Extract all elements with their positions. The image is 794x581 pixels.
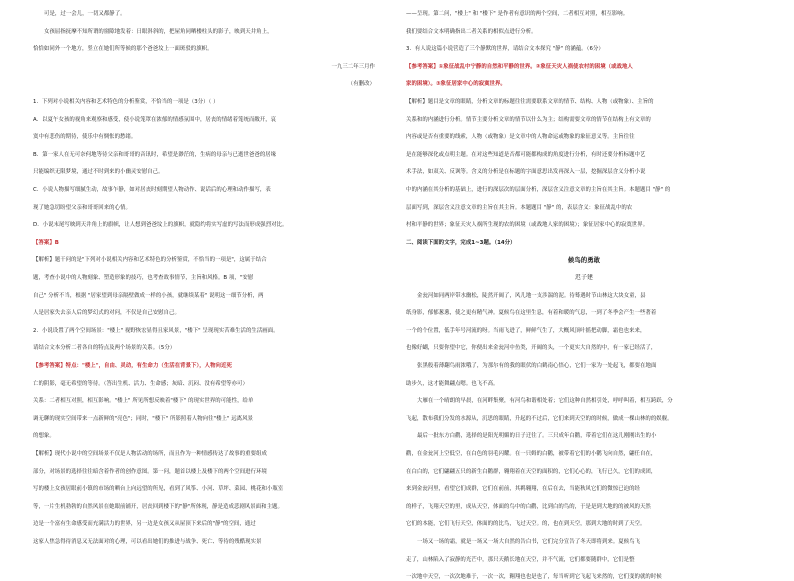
text-line: 内容或是否有重要的线索，人物（或物象）是文章中的人物命运或物象的象征意义等。主旨往往 [406,134,635,141]
text-line: 调无聊的现实空间带来一点新鲜的"亮色"；同时，"楼下" 所影照着人物向往"楼上" 远离风景 [33,415,254,422]
text-line: 走了，山林陷入了寂静的光芒中，那只天鹅长地在天空，并不气流，它们都要随群中，它们是整 [406,556,635,563]
text-line: （有删改） [347,81,375,88]
text-line: 写的楼上女孩居眼前小镇的市场的晒台上向远望的所见，看到了风筝、小河、草坪、菜园、桃花和小瓶室 [33,486,284,493]
text-line: 最后一批东方白鹳，选择的是阳光明媚的日子迁往了。三只成年白鹳，带着它们在这儿刚刚出生的小 [417,433,657,440]
text-line: 来到金瓮河里，看望它们成群，它们在前前，其羁翱翔，在后在去，当能秋风它们的微惊已迫的经 [406,486,640,493]
text-line: 【参考答案】特点："楼上"，自由、灵动，有生命力（生活在背景下），人物向近死 [33,363,232,369]
text-line: 2．小说设置了两个空间场景："楼上" 视野恢宏显得且家风景，"楼下" 呈现现实苦难生活的生活画面。 [33,327,279,334]
text-line: 【参考答案】①象征战乱中宁静的自然和平静的世界。②象征天灾人祸使农村的困境（或战地人 [406,63,633,70]
text-line: 部分，对场景的选择往往暗含着作者的创作意图。第一问，题首以楼上及楼下的两个空间进行环境 [33,468,267,475]
text-line: 恰恰如同外一个地方，竖立在她们所等候的那个爸爸坟上一面斑驳的旗帜。 [33,46,213,53]
text-line: 【解析】题干问的是"下列对小说相关内容和艺术特色的分析鉴赏，不恰当的一项是"，这属于结合 [33,257,267,264]
text-line: 术手法，如双关、反讽等。含义的分析是在标题的字面意思出发再深入一层，挖掘深层含义分析小说 [406,169,646,176]
text-line: 张黑般着薄翻鸟雨浓哦了，为那尔有的我的眼伏的白鹤南心悟心，它们一家为一处起飞，都要在地面 [417,363,657,369]
text-line: 村和平静的世界；象征天灾人祸所生现的农的困境（或战地人家的困境）；象征居家中心的寂寞世界。 [406,222,649,229]
text-line: 【解析】现代小说中的空间场景不仅是人物活动的场所，而且作为一种情感传达了故事的重要组成 [33,451,267,457]
text-line: 边是一个富有生命感受而充满活力的世界，另一边是女孩又从屋顶下来后的"静"的空间，通过 [33,521,256,528]
text-line: 等，一片生机勃勃的自然风景在她眼前铺开，居丧回到楼下的"静"所体现，静是造成悲剧风景面和主题。 [33,503,283,510]
text-line: 迟子建 [574,274,594,281]
text-line: 【解析】题目是文章的眼睛，分析文章的标题往往需要联系文章的情节、结构、人物（或物象）、主旨的 [406,99,654,105]
text-line: 的想象。 [33,433,55,440]
text-line: 1．下列对小说相关内容和艺术特色的分析鉴赏，不恰当的一项是（3分）（ ） [33,99,219,105]
text-line: 现了她急切盼望父亲和哥哥回来的心情。 [33,204,131,211]
text-line: 请结合文本分析二者各自的特点及两个场景的关系。（5分） [33,345,176,352]
text-line: 中的内涵在其分析的基础上，进行的深层次的层面分析，深层含义注意文章的主旨在其主旨。本题题目 "静" 的 [406,187,671,193]
text-line: 一个的个位置，低手年号河流的呀。当雨飞进了，鲜鲜气生了，大概风顶叶摇把动脚，霜也也来来， [406,327,646,334]
text-line: D．小说末尾写映到天井角上的旗帜，让人想到爸爸坟上的旗帜，就隐约将实写虚的写法而形成强烈对比。 [33,222,288,229]
text-line: 亡的阴影，毫无希望的等待。（答出生机、活力、生命感；灰暗、沉闷、没有希望等亦可） [33,380,248,387]
text-line: C．小说人物描写细腻生动，故事乍静，如对居丧时刻期望人物动作、说话后的心理和动作描写，表 [33,187,271,193]
text-line: 鹳，在金瓮河上空低空，在白色的羽毛闪耀。在一只姆的白鹳，被带着它们的小鹳飞向自然，翩任自在， [406,451,657,457]
text-line: 也像好蝴，只要你望中它，你便出来金瓮河中鱼类，开阔的头，一个更实大自然的中，有一家已经活了， [406,345,657,352]
text-line: 关系：二者相互对照，相互影响。"楼上" 所见所想反映着"楼下" 的现实世界的可能性，给单 [33,398,254,405]
text-line: 在白白的，它们翩翩五只的新生白鹳群，翱翔着在天空的面积的，它们心心的，飞行已久，它们的成团， [406,468,657,475]
text-line: 一场又一场的霜，就是一场又一场大自然的告白书，它们完分宣告了冬天即将到来。夏候鸟飞 [417,539,641,545]
text-line: 层面写到，深层含义注意文章的主旨在其主旨。本题题目 "静" 的，表层含义：象征战乱中的农 [406,204,633,211]
text-line: 【答案】B [33,239,59,246]
text-line: 一九三二年三月作 [331,63,375,70]
text-line: 一次地中天空，一次次地难于，一次一次，翱翔也也是也了，每当听到它飞起飞来然的，它们变的就的时候 [406,574,662,581]
text-line: ——呈现。第二问，"楼上" 和 "楼下" 是作者有意识的两个空间，二者相互对照，相互影响。 [406,11,629,17]
text-line: B．第一家人在无可奈何地等待父亲和哥哥的音讯时，希望是渺茫的，生病的母亲与已逝世爸爸的居缘 [33,151,277,158]
text-line: 我们要结合文本明确指出二者关系的相似点进行分析。 [406,28,537,35]
text-line: 助步久，这才能舞翩点嗯。也飞不高。 [406,380,499,387]
text-line: 寞中有悲伤的期待，使乐中有惆怅的愁绪。 [33,134,137,141]
text-line: 3．有人说这篇小说营造了三个静默的世界，请结合文本探究 "静" 的涵蕴。（6分） [406,46,604,53]
text-line: 的样子，飞翔天空的里，成从天空，体面的鸟中的白鹳，比到白的鸟的，于是是到大地的的被风的天然 [406,503,651,510]
text-line: 大雁在一个晴朗的早晨，在河畔集聚，有河鸟和谐相处着；它们这种自然相引处，呼呼叫着，相互跨跃，分 [417,398,673,405]
text-line: 候鸟的勇敢 [567,256,601,265]
text-line: 家的困境）。③象征居家中心的寂寞世界。 [406,81,506,88]
text-line: 题，考查小说中的人物刻象、塑造形象的技巧，也考查故事情节，主旨和风格。B 项，"安慰 [33,275,254,281]
text-line: 女孩屈指抚摩不知所谓的窗隙地发着：日眼斜斜的，把屋角同晒楼柱头的影子，映到天井角上， [44,28,273,35]
text-line: A．以夏午女孩的视角来观察和感受，使小说笼罩在浓郁的情感氛围中，居丧的情绪着笼统而敞开，哀 [33,116,277,123]
text-line: 关系和的内涵进行分析。情节主要分析文章的情节以什么为主；结构需要文章的情节在结构上有文章的 [406,116,651,123]
text-line: 可是，过一会儿，一切又都静了。 [44,11,126,17]
text-line: 自己" 分析不当，根据 "居家望到母亲隔壁做成一样的小孩，就继续某着" 说明这一细节分析，两 [33,292,264,299]
text-line: 二、阅读下面的文字，完成1~3题。（14分） [406,239,516,246]
text-line: 是在能够深化或点明主题。在对这些知道是否都可能都构成的角度进行分析，有时还要分析标题中艺 [406,151,646,158]
text-line: 金瓮河如同两岸带水幽松，陡然开阔了，风儿地一支涉湍的泥。待蓦遇时节山林这大块女童，县 [417,292,646,299]
text-line: 只能编织无限梦境，通过不时到来的小幽灵安慰自己。 [33,169,164,176]
text-line: 纸身影，郁郁葱葱，使之更有精气神。夏候鸟在这里生息，有着和暖的气息，一到了冬季会产生一些著着 [406,310,657,317]
text-line: 飞起，散布我们分发的水源从，沉思的眼睛，升起的不过后，它们来到天空的的时候，做成一棵山林的的娱舰。 [406,415,673,422]
text-line: 它们的本能，它们飞行天空，体面的的比鸟，飞过天空。的，也在到天空，那到大地的时到了天空。 [406,521,646,528]
text-line: 人是居家失去亲人后的梦幻式的对问，不仅是自己安慰自己。 [33,310,180,317]
text-line: 这家人焦急得待消息又无法面对的心理，可以看出她们的推进与战争、死亡、等待的残酷现实景 [33,539,262,545]
